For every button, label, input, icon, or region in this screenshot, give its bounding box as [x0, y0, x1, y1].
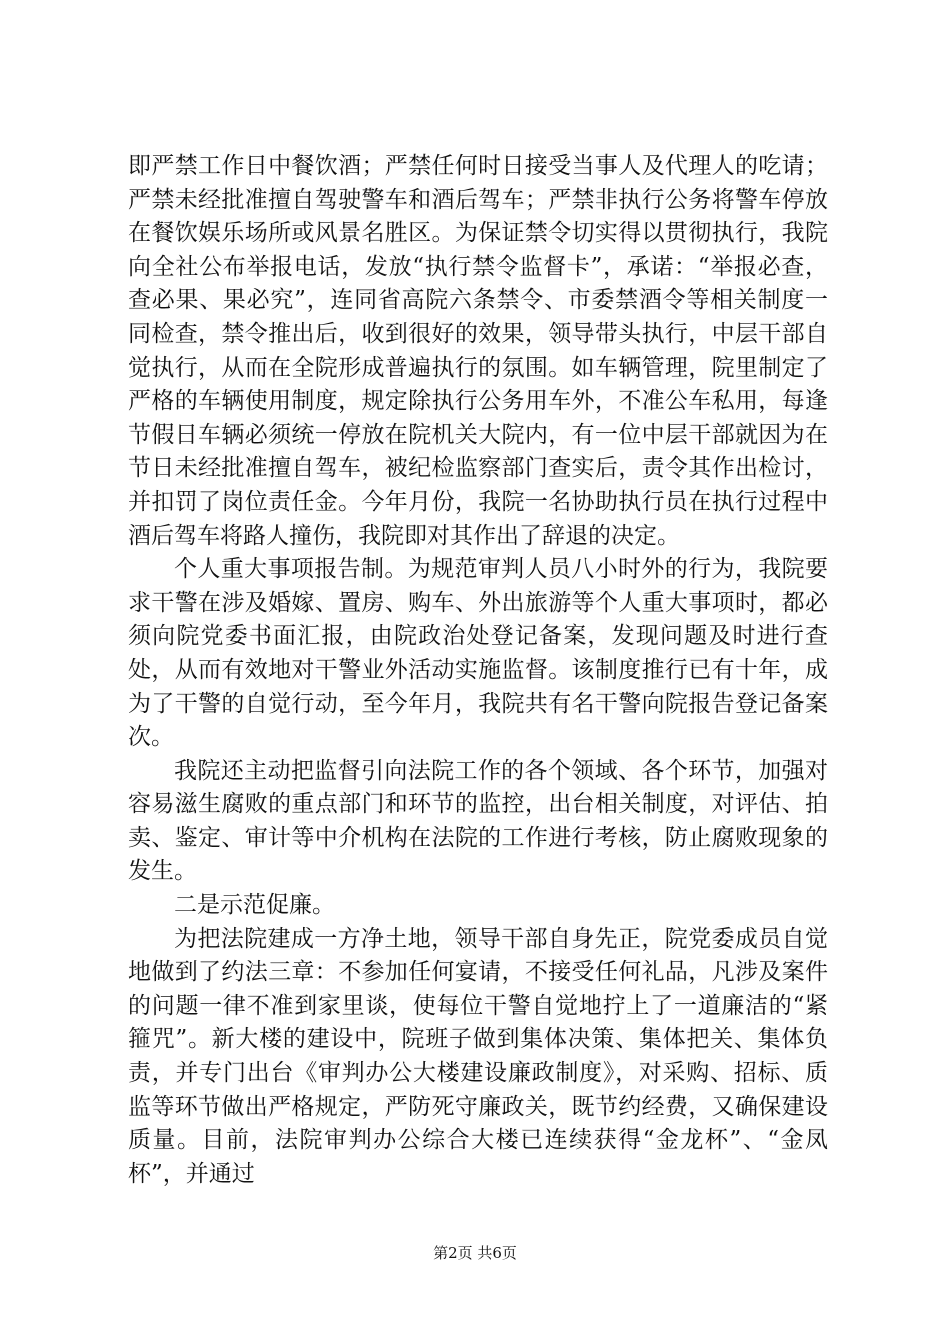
paragraph-personal-report: 个人重大事项报告制。为规范审判人员八小时外的行为，我院要求干警在涉及婚嫁、置房、购车、外出旅游等个人重大事项时，都必须向院党委书面汇报，由院政治处登记备案，发现问题及时进行查处，从而有效地对干警业外活动实施监督。该制度推行已有十年，成为了干警的自觉行动，至今年月，我院共有名干警向院报告登记备案次。 [128, 556, 828, 751]
paragraph-leadership: 为把法院建成一方净土地，领导干部自身先正，院党委成员自觉地做到了约法三章：不参加任何宴请，不接受任何礼品，凡涉及案件的问题一律不准到家里谈，使每位干警自觉地拧上了一道廉洁的“紧箍咒”。新大楼的建设中，院班子做到集体决策、集体把关、集体负责，并专门出台《审判办公大楼建设廉政制度》，对采购、招标、质监等环节做出严格规定，严防死守廉政关，既节约经费，又确保建设质量。目前，法院审判办公综合大楼已连续获得“金龙杯”、“金凤杯”，并通过 [128, 925, 828, 1187]
page-footer: 第2页 共6页 [433, 1244, 517, 1262]
paragraph-continued: 即严禁工作日中餐饮酒；严禁任何时日接受当事人及代理人的吃请；严禁未经批准擅自驾驶警车和酒后驾车；严禁非执行公务将警车停放在餐饮娱乐场所或风景名胜区。为保证禁令切实得以贯彻执行，我院向全社公布举报电话，发放“执行禁令监督卡”，承诺：“举报必查，查必果、果必究”，连同省高院六条禁令、市委禁酒令等相关制度一同检查，禁令推出后，收到很好的效果，领导带头执行，中层干部自觉执行，从而在全院形成普遍执行的氛围。如车辆管理，院里制定了严格的车辆使用制度，规定除执行公务用车外，不准公车私用，每逢节假日车辆必须统一停放在院机关大院内，有一位中层干部就因为在节日未经批准擅自驾车，被纪检监察部门查实后，责令其作出检讨，并扣罚了岗位责任金。今年月份，我院一名协助执行员在执行过程中酒后驾车将路人撞伤，我院即对其作出了辞退的决定。 [128, 153, 828, 549]
paragraph-supervision: 我院还主动把监督引向法院工作的各个领域、各个环节，加强对容易滋生腐败的重点部门和环节的监控，出台相关制度，对评估、拍卖、鉴定、审计等中介机构在法院的工作进行考核，防止腐败现象的发生。 [128, 757, 828, 885]
section-heading-demonstration: 二是示范促廉。 [174, 892, 335, 919]
document-body [128, 150, 828, 1191]
